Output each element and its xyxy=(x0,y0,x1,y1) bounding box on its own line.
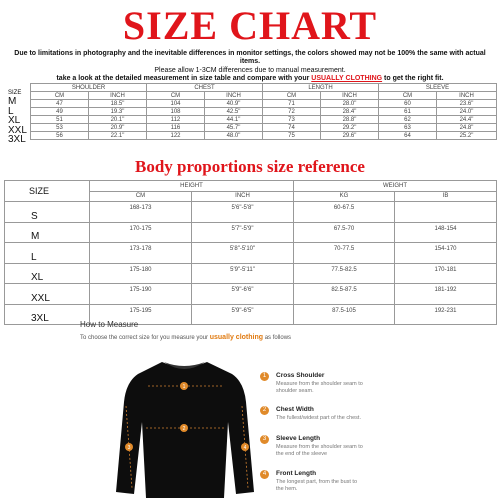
garment-cell: 63 xyxy=(379,124,437,132)
notice-compare xyxy=(8,75,492,83)
measure-number-badge: 4 xyxy=(260,470,269,479)
garment-cell: 74 xyxy=(263,124,321,132)
garment-cell: 61 xyxy=(379,108,437,116)
garment-unit-header: INCH xyxy=(205,92,263,100)
garment-row xyxy=(31,116,497,124)
garment-cell: 28.8" xyxy=(321,116,379,124)
body-cell: 67.5-70 xyxy=(294,222,395,243)
body-row xyxy=(5,263,497,284)
garment-row xyxy=(31,124,497,132)
body-cell: 82.5-87.5 xyxy=(294,284,395,305)
garment-size-label: L xyxy=(8,105,14,117)
garment-cell: 29.2" xyxy=(321,124,379,132)
measure-number-badge: 2 xyxy=(260,406,269,415)
garment-row xyxy=(31,100,497,108)
body-proportions-heading: Body proportions size reference xyxy=(135,157,365,176)
body-group-row xyxy=(5,181,497,192)
garment-size-table xyxy=(30,83,497,140)
garment-group-header: SLEEVE xyxy=(379,84,497,92)
garment-cell: 24.4" xyxy=(437,116,497,124)
garment-cell: 19.3" xyxy=(89,108,147,116)
body-size-table xyxy=(4,180,497,325)
garment-cell: 48.0" xyxy=(205,132,263,140)
garment-cell: 49 xyxy=(31,108,89,116)
garment-cell: 108 xyxy=(147,108,205,116)
measure-name: Cross Shoulder xyxy=(276,372,325,379)
notice-compare-prefix: take a look at the detailed measurement in size table and compare with your xyxy=(56,75,310,82)
garment-cell: 104 xyxy=(147,100,205,108)
notice-tolerance: Please allow 1-3CM differences due to manual measurement. xyxy=(154,67,346,74)
body-cell: 175-180 xyxy=(90,263,192,284)
garment-cell: 24.0" xyxy=(437,108,497,116)
measure-name: Front Length xyxy=(276,470,317,477)
body-cell: 5'9"-6'6" xyxy=(192,284,294,305)
garment-unit-header: CM xyxy=(379,92,437,100)
garment-size-header: SIZE xyxy=(8,90,22,96)
body-cell: 192-231 xyxy=(395,304,497,325)
garment-unit-header: CM xyxy=(31,92,89,100)
garment-cell: 23.6" xyxy=(437,100,497,108)
garment-size-label: 3XL xyxy=(8,134,26,145)
garment-group-header: CHEST xyxy=(147,84,263,92)
garment-unit-row xyxy=(31,92,497,100)
garment-cell: 44.1" xyxy=(205,116,263,124)
notice-photography: Due to limitations in photography and the inevitable differences in monitor settings, the colors showed may not be 100% the same with actual items. xyxy=(14,50,486,65)
garment-cell: 28.0" xyxy=(321,100,379,108)
body-size-label: XXL xyxy=(5,284,90,305)
garment-unit-header: INCH xyxy=(437,92,497,100)
body-cell: 5'8"-5'10" xyxy=(192,243,294,264)
svg-text:1: 1 xyxy=(182,384,186,390)
garment-size-label: XXL xyxy=(8,124,27,136)
svg-text:4: 4 xyxy=(243,445,247,451)
garment-unit-header: CM xyxy=(147,92,205,100)
body-unit-header: CM xyxy=(90,191,192,202)
measure-number-badge: 3 xyxy=(260,435,269,444)
garment-unit-header: INCH xyxy=(89,92,147,100)
notice-compare-highlight: USUALLY CLOTHING xyxy=(311,75,383,82)
body-cell: 175-190 xyxy=(90,284,192,305)
body-cell: 173-178 xyxy=(90,243,192,264)
body-cell: 5'7"-5'9" xyxy=(192,222,294,243)
body-cell: 175-195 xyxy=(90,304,192,325)
garment-cell: 116 xyxy=(147,124,205,132)
garment-unit-header: CM xyxy=(263,92,321,100)
body-unit-header: IB xyxy=(395,191,497,202)
body-cell xyxy=(395,202,497,223)
garment-cell: 56 xyxy=(31,132,89,140)
how-to-measure-title: How to Measure xyxy=(80,320,139,329)
measure-description: Measure from the shoulder seam to the end of the sleeve xyxy=(276,444,363,457)
body-row xyxy=(5,243,497,264)
body-group-header: WEIGHT xyxy=(294,181,497,192)
body-size-label: XL xyxy=(5,263,90,284)
measure-description: The fullest/widest part of the chest. xyxy=(276,415,361,421)
garment-cell: 73 xyxy=(263,116,321,124)
garment-group-header: SHOULDER xyxy=(31,84,147,92)
measure-name: Sleeve Length xyxy=(276,435,321,442)
body-size-header: SIZE xyxy=(5,181,90,202)
garment-cell: 51 xyxy=(31,116,89,124)
body-cell: 168-173 xyxy=(90,202,192,223)
body-size-label: S xyxy=(5,202,90,223)
garment-row xyxy=(31,108,497,116)
garment-group-row xyxy=(31,84,497,92)
body-cell: 170-181 xyxy=(395,263,497,284)
body-row xyxy=(5,284,497,305)
body-cell: 87.5-105 xyxy=(294,304,395,325)
garment-cell: 45.7" xyxy=(205,124,263,132)
garment-cell: 64 xyxy=(379,132,437,140)
body-size-label: 3XL xyxy=(5,304,90,325)
body-cell: 170-175 xyxy=(90,222,192,243)
garment-cell: 75 xyxy=(263,132,321,140)
garment-cell: 62 xyxy=(379,116,437,124)
garment-cell: 20.1" xyxy=(89,116,147,124)
garment-cell: 29.6" xyxy=(321,132,379,140)
garment-group-header: LENGTH xyxy=(263,84,379,92)
garment-cell: 72 xyxy=(263,108,321,116)
garment-cell: 60 xyxy=(379,100,437,108)
garment-cell: 20.9" xyxy=(89,124,147,132)
garment-cell: 71 xyxy=(263,100,321,108)
garment-cell: 28.4" xyxy=(321,108,379,116)
body-group-header: HEIGHT xyxy=(90,181,294,192)
body-cell: 5'9"-6'5" xyxy=(192,304,294,325)
body-unit-header: INCH xyxy=(192,191,294,202)
garment-cell: 47 xyxy=(31,100,89,108)
measure-number-badge: 1 xyxy=(260,372,269,381)
notice-compare-suffix: to get the right fit. xyxy=(384,75,444,82)
garment-unit-header: INCH xyxy=(321,92,379,100)
garment-size-label: M xyxy=(8,96,17,107)
size-chart-title: SIZE CHART xyxy=(122,3,378,48)
how-to-measure-subtitle xyxy=(80,334,291,341)
garment-size-label: XL xyxy=(8,115,21,126)
svg-text:3: 3 xyxy=(127,445,131,451)
body-size-label: L xyxy=(5,243,90,264)
subtitle-suffix: as follows xyxy=(264,335,292,341)
measure-description: Measure from the shoulder seam to shoulder seam. xyxy=(276,381,363,394)
measure-description: The longest part, from the bust to the hem. xyxy=(276,479,358,492)
garment-cell: 53 xyxy=(31,124,89,132)
body-size-label: M xyxy=(5,222,90,243)
sweater-diagram-icon xyxy=(112,352,257,500)
garment-cell: 18.5" xyxy=(89,100,147,108)
body-cell: 148-154 xyxy=(395,222,497,243)
body-cell: 5'6"-5'8" xyxy=(192,202,294,223)
body-cell: 181-192 xyxy=(395,284,497,305)
subtitle-highlight: usually clothing xyxy=(209,334,264,341)
garment-cell: 122 xyxy=(147,132,205,140)
body-cell: 60-67.5 xyxy=(294,202,395,223)
subtitle-prefix: To choose the correct size for you measure your xyxy=(80,335,209,341)
body-unit-header: KG xyxy=(294,191,395,202)
garment-cell: 42.5" xyxy=(205,108,263,116)
garment-cell: 40.9" xyxy=(205,100,263,108)
measure-name: Chest Width xyxy=(276,406,314,413)
body-cell: 77.5-82.5 xyxy=(294,263,395,284)
body-cell: 154-170 xyxy=(395,243,497,264)
body-cell: 70-77.5 xyxy=(294,243,395,264)
body-row xyxy=(5,304,497,325)
body-cell: 5'9"-5'11" xyxy=(192,263,294,284)
garment-cell: 24.8" xyxy=(437,124,497,132)
svg-text:2: 2 xyxy=(182,426,186,432)
body-row xyxy=(5,222,497,243)
body-row xyxy=(5,202,497,223)
garment-cell: 25.2" xyxy=(437,132,497,140)
garment-row xyxy=(31,132,497,140)
garment-cell: 22.1" xyxy=(89,132,147,140)
garment-cell: 112 xyxy=(147,116,205,124)
